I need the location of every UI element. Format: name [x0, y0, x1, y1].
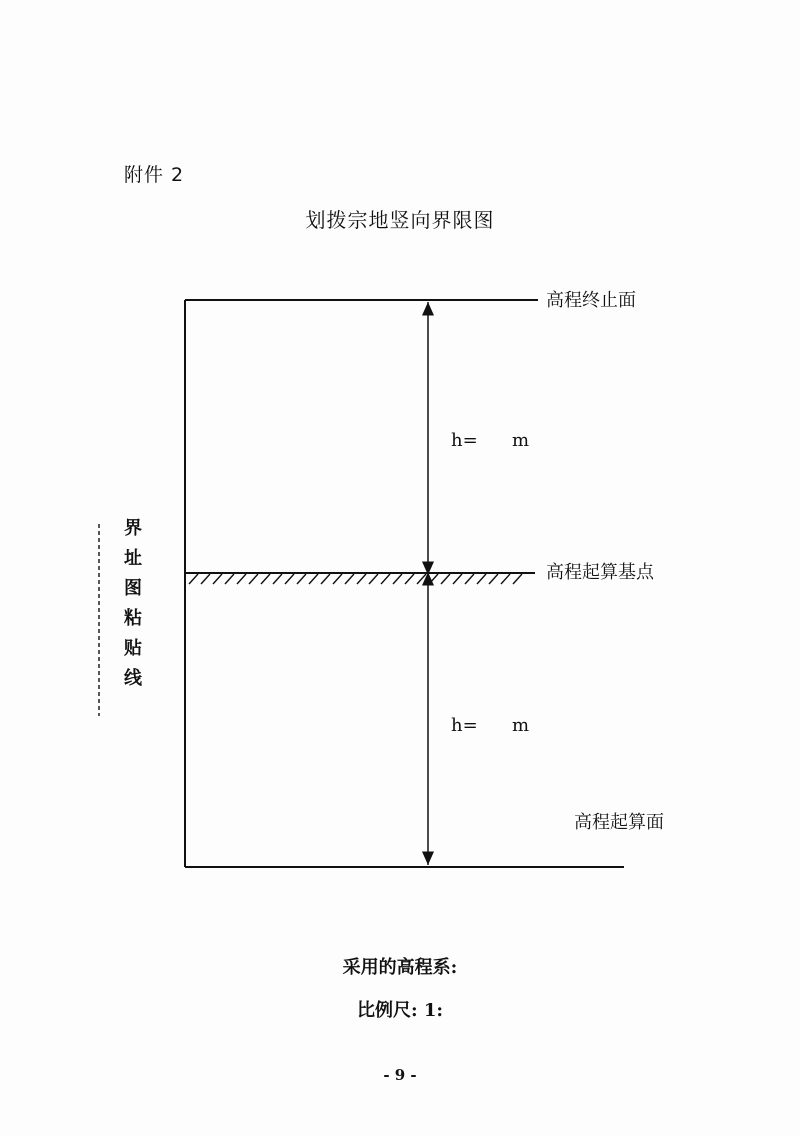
hatch-stroke: [225, 574, 234, 584]
hatch-stroke: [285, 574, 294, 584]
hatch-stroke: [357, 574, 366, 584]
document-title: 划拨宗地竖向界限图: [305, 208, 495, 232]
hatch-stroke: [333, 574, 342, 584]
hatch-stroke: [417, 574, 426, 584]
hatch-stroke: [429, 574, 438, 584]
hatch-stroke: [321, 574, 330, 584]
bottom-elevation-label: 高程起算面: [574, 812, 664, 833]
hatch-stroke: [381, 574, 390, 584]
hatch-stroke: [393, 574, 402, 584]
hatch-stroke: [345, 574, 354, 584]
hatch-stroke: [189, 574, 198, 584]
hatch-stroke: [273, 574, 282, 584]
hatch-stroke: [297, 574, 306, 584]
top-elevation-label: 高程终止面: [546, 290, 636, 311]
hatch-stroke: [309, 574, 318, 584]
upper-height-label: h= m: [451, 430, 530, 451]
hatch-stroke: [405, 574, 414, 584]
hatch-stroke: [201, 574, 210, 584]
paste-line-label: 界址图粘贴线: [124, 518, 142, 689]
hatch-stroke: [477, 574, 486, 584]
hatch-stroke: [501, 574, 510, 584]
lower-height-label: h= m: [451, 715, 530, 736]
hatch-stroke: [453, 574, 462, 584]
hatch-stroke: [369, 574, 378, 584]
hatch-stroke: [213, 574, 222, 584]
hatch-stroke: [465, 574, 474, 584]
hatch-stroke: [489, 574, 498, 584]
hatch-stroke: [237, 574, 246, 584]
base-point-label: 高程起算基点: [546, 562, 654, 583]
hatch-stroke: [513, 574, 522, 584]
ground-hatching: [189, 574, 522, 584]
hatch-stroke: [441, 574, 450, 584]
elevation-system-label: 采用的高程系:: [342, 957, 458, 978]
hatch-stroke: [249, 574, 258, 584]
page-number: - 9 -: [383, 1066, 417, 1084]
hatch-stroke: [261, 574, 270, 584]
scale-label: 比例尺: 1:: [356, 1000, 444, 1021]
attachment-label: 附件 2: [124, 164, 185, 186]
